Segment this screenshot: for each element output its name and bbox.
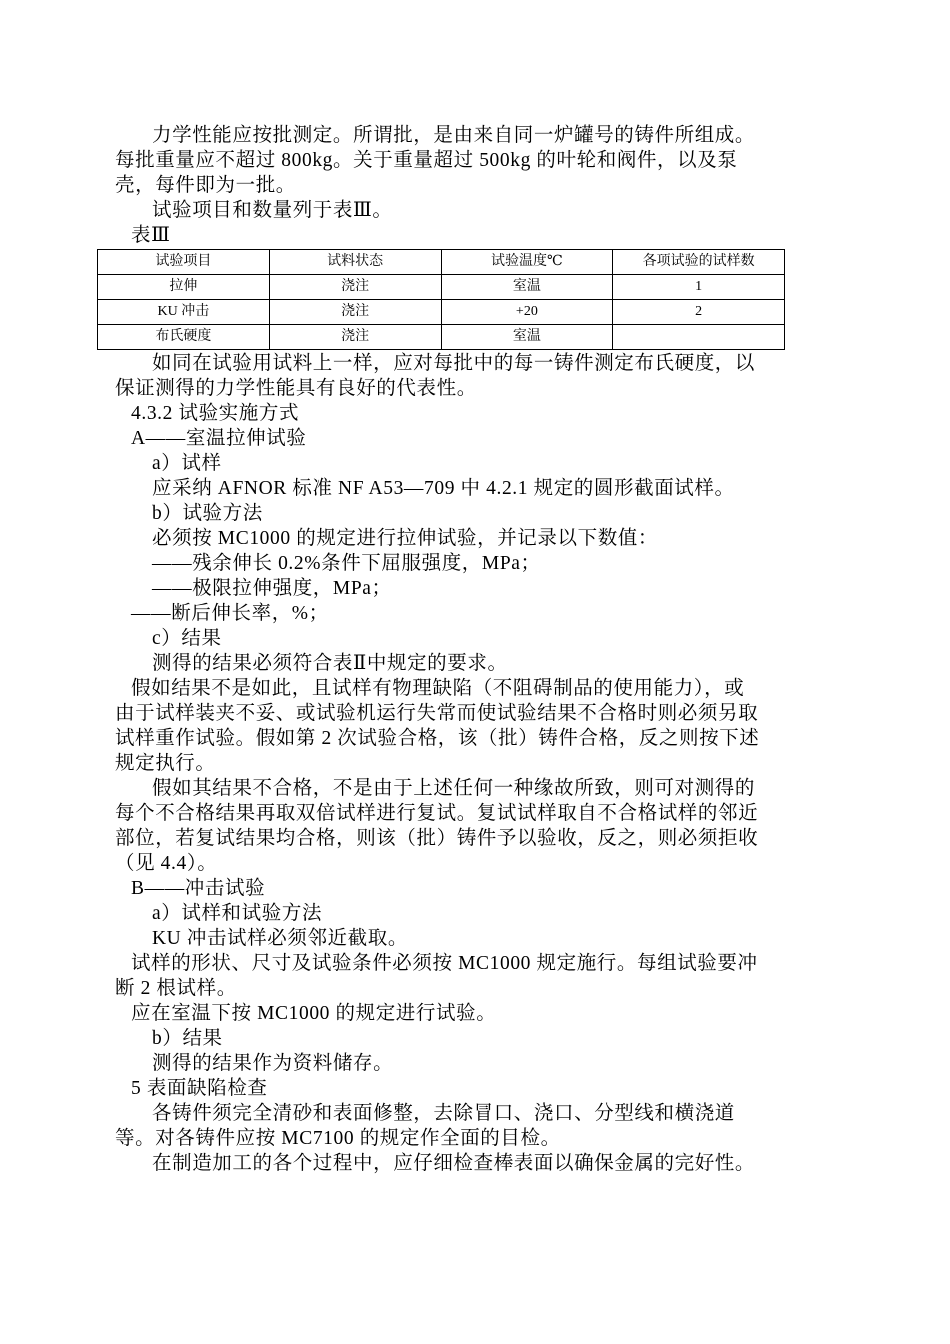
table-header-cell: 试验项目 xyxy=(98,250,270,275)
text-line: 部位，若复试结果均合格，则该（批）铸件予以验收，反之，则必须拒收 xyxy=(115,828,759,849)
table-header-row xyxy=(98,250,785,275)
test-items-table xyxy=(97,249,785,350)
table-row xyxy=(98,325,785,350)
text-line: 力学性能应按批测定。所谓批，是由来自同一炉罐号的铸件所组成。 xyxy=(152,125,756,146)
table-header-cell: 试料状态 xyxy=(269,250,441,275)
text-line: a）试样和试验方法 xyxy=(152,903,323,924)
section-heading: 5 表面缺陷检查 xyxy=(131,1078,268,1099)
text-line: 各铸件须完全清砂和表面修整，去除冒口、浇口、分型线和横浇道 xyxy=(152,1103,735,1124)
table-header-cell: 各项试验的试样数 xyxy=(613,250,785,275)
subsection-heading: B——冲击试验 xyxy=(131,878,266,899)
text-line: ——极限拉伸强度，MPa； xyxy=(152,578,392,599)
section-heading: 4.3.2 试验实施方式 xyxy=(131,403,300,424)
text-line: （见 4.4）。 xyxy=(115,853,218,874)
text-line: 测得的结果作为资料储存。 xyxy=(152,1053,394,1074)
table-header-cell: 试验温度℃ xyxy=(441,250,613,275)
text-line: 每个不合格结果再取双倍试样进行复试。复试试样取自不合格试样的邻近 xyxy=(115,803,759,824)
text-line: 试样的形状、尺寸及试验条件必须按 MC1000 规定施行。每组试验要冲 xyxy=(131,953,758,974)
text-line: b）试验方法 xyxy=(152,503,263,524)
table-cell: 浇注 xyxy=(269,275,441,300)
text-line: 断 2 根试样。 xyxy=(115,978,237,999)
table-cell: 室温 xyxy=(441,325,613,350)
table-cell: 室温 xyxy=(441,275,613,300)
table-cell: 拉伸 xyxy=(98,275,270,300)
table-cell: 浇注 xyxy=(269,325,441,350)
table-row xyxy=(98,300,785,325)
text-line: ——断后伸长率，%； xyxy=(131,603,329,624)
table-cell xyxy=(613,325,785,350)
text-line: 保证测得的力学性能具有良好的代表性。 xyxy=(115,378,477,399)
text-line: KU 冲击试样必须邻近截取。 xyxy=(152,928,408,949)
text-line: 假如结果不是如此，且试样有物理缺陷（不阻碍制品的使用能力），或 xyxy=(131,678,745,699)
text-line: 应在室温下按 MC1000 的规定进行试验。 xyxy=(131,1003,497,1024)
text-line: 壳，每件即为一批。 xyxy=(115,175,296,196)
text-line: b）结果 xyxy=(152,1028,223,1049)
table-cell: 浇注 xyxy=(269,300,441,325)
table-cell: 1 xyxy=(613,275,785,300)
text-line: 如同在试验用试料上一样，应对每批中的每一铸件测定布氏硬度，以 xyxy=(152,353,756,374)
text-line: 试验项目和数量列于表Ⅲ。 xyxy=(152,200,393,221)
table-cell: 布氏硬度 xyxy=(98,325,270,350)
text-line: 规定执行。 xyxy=(115,753,216,774)
text-line: 由于试样装夹不妥、或试验机运行失常而使试验结果不合格时则必须另取 xyxy=(115,703,759,724)
table-cell: KU 冲击 xyxy=(98,300,270,325)
text-line: c）结果 xyxy=(152,628,222,649)
text-line: a）试样 xyxy=(152,453,222,474)
text-line: 假如其结果不合格，不是由于上述任何一种缘故所致，则可对测得的 xyxy=(152,778,756,799)
text-line: 应采纳 AFNOR 标准 NF A53—709 中 4.2.1 规定的圆形截面试样。 xyxy=(152,478,735,499)
table-cell: 2 xyxy=(613,300,785,325)
text-line: 测得的结果必须符合表Ⅱ中规定的要求。 xyxy=(152,653,508,674)
text-line: 必须按 MC1000 的规定进行拉伸试验，并记录以下数值： xyxy=(152,528,658,549)
text-line: 等。对各铸件应按 MC7100 的规定作全面的目检。 xyxy=(115,1128,561,1149)
table-cell: +20 xyxy=(441,300,613,325)
text-line: ——残余伸长 0.2%条件下屈服强度，MPa； xyxy=(152,553,541,574)
text-line: 试样重作试验。假如第 2 次试验合格，该（批）铸件合格，反之则按下述 xyxy=(115,728,760,749)
table-caption: 表Ⅲ xyxy=(131,225,171,246)
subsection-heading: A——室温拉伸试验 xyxy=(131,428,307,449)
table-row xyxy=(98,275,785,300)
text-line: 在制造加工的各个过程中，应仔细检查棒表面以确保金属的完好性。 xyxy=(152,1153,756,1174)
text-line: 每批重量应不超过 800kg。关于重量超过 500kg 的叶轮和阀件，以及泵 xyxy=(115,150,738,171)
